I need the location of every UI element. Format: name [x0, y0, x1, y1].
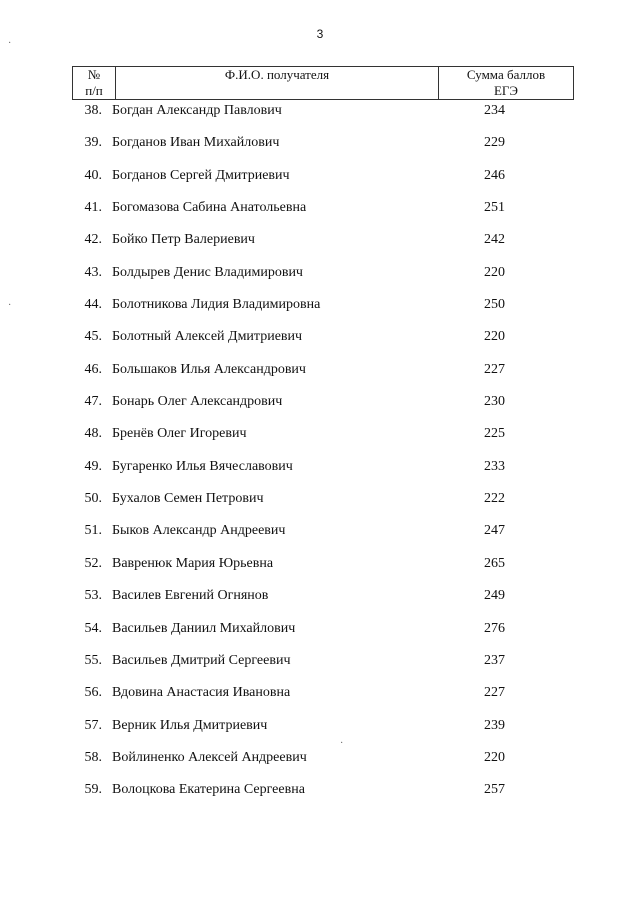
page-number: 3 — [316, 27, 324, 41]
exam-score: 265 — [484, 555, 505, 571]
exam-score: 222 — [484, 491, 505, 507]
header-score-label-line2: ЕГЭ — [493, 83, 519, 98]
exam-score: 220 — [484, 749, 505, 765]
exam-score: 227 — [484, 685, 505, 701]
recipient-name: Войлиненко Алексей Андреевич — [112, 749, 307, 765]
table-row — [72, 555, 558, 587]
row-number: 49. — [84, 458, 102, 474]
table-row — [72, 102, 558, 134]
row-number: 38. — [84, 103, 102, 118]
recipient-name: Бухалов Семен Петрович — [112, 491, 264, 507]
table-row — [72, 296, 558, 328]
table-row — [72, 522, 558, 554]
header-score-label-line1: Сумма баллов — [466, 67, 546, 82]
table-row — [72, 167, 558, 199]
row-number: 54. — [84, 620, 102, 636]
recipient-name: Волоцкова Екатерина Сергеевна — [112, 782, 305, 798]
table-row — [72, 749, 558, 781]
exam-score: 246 — [484, 167, 505, 183]
recipient-name: Бонарь Олег Александрович — [112, 394, 283, 410]
table-row — [72, 393, 558, 425]
table-row — [72, 620, 558, 652]
recipient-name: Васильев Дмитрий Сергеевич — [112, 652, 291, 668]
row-number: 40. — [84, 167, 102, 183]
exam-score: 220 — [484, 329, 505, 345]
table-row — [72, 717, 558, 749]
row-number: 52. — [84, 555, 102, 571]
row-number: 41. — [84, 200, 102, 216]
recipient-name: Верник Илья Дмитриевич — [112, 717, 268, 733]
scan-speck: · — [340, 738, 344, 749]
exam-score: 247 — [484, 523, 505, 539]
exam-score: 249 — [484, 588, 505, 604]
table-row — [72, 684, 558, 716]
exam-score: 276 — [484, 620, 505, 636]
row-number: 43. — [84, 264, 102, 280]
recipient-name: Бренёв Олег Игоревич — [112, 426, 247, 442]
header-number-symbol: № — [87, 67, 101, 82]
recipient-name: Богданов Сергей Дмитриевич — [112, 167, 290, 183]
row-number: 48. — [84, 426, 102, 442]
exam-score: 257 — [484, 782, 505, 798]
recipient-name: Богдан Александр Павлович — [112, 103, 282, 118]
row-number: 42. — [84, 232, 102, 248]
recipient-name: Болдырев Денис Владимирович — [112, 264, 303, 280]
recipient-name: Вавренюк Мария Юрьевна — [112, 555, 274, 571]
table-row — [72, 587, 558, 619]
row-number: 55. — [84, 652, 102, 668]
recipient-name: Болотный Алексей Дмитриевич — [112, 329, 303, 345]
scan-speck: · — [8, 38, 12, 49]
recipient-name: Бугаренко Илья Вячеславович — [112, 458, 293, 474]
table-row — [72, 425, 558, 457]
table-row — [72, 652, 558, 684]
recipient-name: Васильев Даниил Михайлович — [112, 620, 296, 636]
recipient-name: Бойко Петр Валериевич — [112, 232, 255, 248]
table-row — [72, 264, 558, 296]
exam-score: 220 — [484, 264, 505, 280]
recipient-name: Богомазова Сабина Анатольевна — [112, 200, 307, 216]
header-score-column — [439, 67, 574, 100]
row-number: 45. — [84, 329, 102, 345]
recipient-name: Вдовина Анастасия Ивановна — [112, 685, 291, 701]
exam-score: 237 — [484, 652, 505, 668]
header-name-label: Ф.И.О. получателя — [224, 67, 330, 82]
exam-score: 242 — [484, 232, 505, 248]
exam-score: 225 — [484, 426, 505, 442]
recipient-name: Богданов Иван Михайлович — [112, 135, 280, 151]
table-row — [72, 199, 558, 231]
row-number: 59. — [84, 782, 102, 798]
row-number: 50. — [84, 491, 102, 507]
table-row — [72, 490, 558, 522]
row-number: 58. — [84, 749, 102, 765]
table-row — [72, 231, 558, 263]
row-number: 44. — [84, 297, 102, 313]
table-row — [72, 134, 558, 166]
row-number: 46. — [84, 361, 102, 377]
exam-score: 251 — [484, 200, 505, 216]
header-number-abbrev: п/п — [85, 83, 103, 98]
exam-score: 233 — [484, 458, 505, 474]
table-row — [72, 361, 558, 393]
scan-speck: · — [8, 300, 12, 311]
row-number: 56. — [84, 685, 102, 701]
row-number: 57. — [84, 717, 102, 733]
row-number: 53. — [84, 588, 102, 604]
recipient-name: Большаков Илья Александрович — [112, 361, 306, 377]
exam-score: 227 — [484, 361, 505, 377]
exam-score: 229 — [484, 135, 505, 151]
table-row — [72, 458, 558, 490]
row-number: 47. — [84, 394, 102, 410]
exam-score: 234 — [484, 103, 505, 118]
recipient-list — [72, 102, 558, 814]
recipient-name: Василев Евгений Огнянов — [112, 588, 269, 604]
table-row — [72, 781, 558, 813]
header-name-column — [116, 67, 439, 100]
header-number-column — [73, 67, 116, 100]
table-row — [72, 328, 558, 360]
exam-score: 230 — [484, 394, 505, 410]
row-number: 51. — [84, 523, 102, 539]
recipient-name: Болотникова Лидия Владимировна — [112, 297, 321, 313]
row-number: 39. — [84, 135, 102, 151]
recipient-name: Быков Александр Андреевич — [112, 523, 286, 539]
exam-score: 239 — [484, 717, 505, 733]
exam-score: 250 — [484, 297, 505, 313]
table-header — [72, 66, 574, 100]
